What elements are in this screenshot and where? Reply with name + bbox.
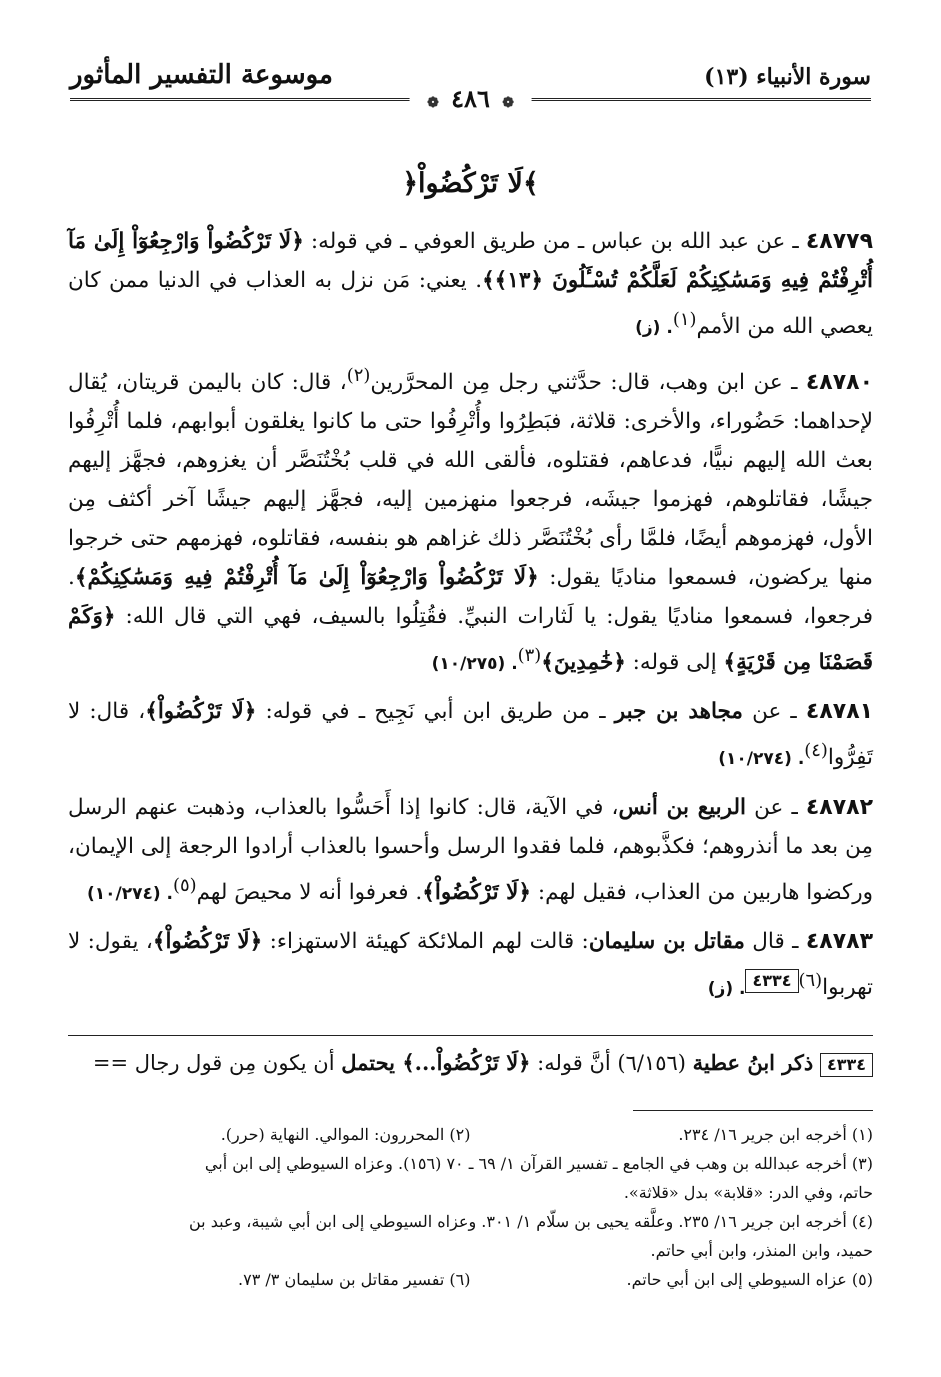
quran-quote: ﴿خَٰمِدِينَ﴾	[541, 650, 626, 676]
source-ref: . (١٠/٢٧٤)	[718, 749, 805, 770]
source-ref: . (١٠/٢٧٥)	[431, 654, 518, 675]
page-number-text: ٤٨٦	[451, 84, 490, 113]
quran-quote: ﴿لَا تَرْكُضُواْ وَارْجِعُوٓاْ إِلَىٰ مَآ أُتْرِفْتُمْ فِيهِ وَمَسَٰكِنِكُمْ لَعَلَّكُمْ تُسْـَٔلُونَ ﴿١٣﴾﴾	[68, 229, 874, 293]
ornament-icon: ❁	[502, 95, 514, 111]
entry-48780	[68, 356, 873, 684]
footnote-row	[68, 1265, 873, 1294]
page-number	[409, 84, 532, 113]
footnotes	[68, 1120, 873, 1294]
entry-text: ، قال: كان باليمن قريتان، يُقال لإحداهما: حَضُوراء، والأخرى: قلاثة، فبَطِرُوا وأُتْرِفُوا حتى ما كانوا يغلقون أبوابهم، فلما أُتْرِفُوا بعث الله إليهم نبيًّا، فدعاهم، فقتلوه، فألقى الله في قلب بُخْتُنَصَّر أن يغزوهم، فجهَّز إليهم جيشًا، فقاتلوهم، فهزموا جيشَه، فرجعوا منهزمين إليه، فجهَّز إليهم جيشًا آخر أكثف مِن الأول، فهزموهم أيضًا، فلمَّا رأى بُخْتُنَصَّر ذلك غزاهم هو بنفسه، فقاتلوه، فهزمهم حتى خرجوا منها يركضون، فسمعوا مناديًا يقول:	[68, 370, 874, 591]
quran-quote: ﴿لَا تَرْكُضُواْ﴾	[152, 928, 263, 954]
narrator-name: مقاتل بن سليمان	[588, 928, 745, 954]
commentary-number-box: ٤٣٣٤	[820, 1053, 873, 1077]
footnote-ref[interactable]: (٣)	[517, 645, 542, 667]
commentary-text: (٦/١٥٦) أنَّ قوله:	[530, 1051, 693, 1075]
entry-number: ٤٨٧٨٣	[805, 928, 874, 954]
entry-text: إلى قوله:	[625, 650, 724, 676]
commentary-note	[60, 1050, 873, 1077]
footnote-3-line1: (٣) أخرجه عبدالله بن وهب في الجامع ـ تفسير القرآن ١/ ٦٩ ـ ٧٠ (١٥٦). وعزاه السيوطي إلى ابن أبي	[204, 1154, 873, 1173]
entry-48783	[68, 922, 873, 1009]
footnote-ref[interactable]: (١)	[672, 309, 697, 330]
entry-48781	[68, 692, 873, 779]
footnote-ref[interactable]: (٦)	[798, 969, 823, 991]
section-title: ﴿لَا تَرْكُضُواْ﴾	[402, 168, 539, 199]
source-ref: . (ز)	[635, 318, 673, 339]
entry-text: ـ عن	[746, 794, 806, 820]
entry-number: ٤٨٧٨٢	[805, 794, 874, 820]
entry-text: . فرجعوا، فسمعوا مناديًا يقول: يا لَثارات النبيِّ. فقُتِلُوا بالسيف، فهي التي قال الله:	[68, 565, 873, 630]
entry-number: ٤٨٧٨٠	[805, 370, 873, 396]
page-header	[70, 52, 871, 112]
footnote-row	[68, 1120, 873, 1149]
entries-body	[68, 222, 873, 1017]
entry-text: ـ عن ابن وهب، قال: حدَّثني رجل مِن المحرَّرين	[370, 370, 806, 396]
source-ref: . (١٠/٢٧٤)	[86, 883, 173, 904]
footnote-divider	[633, 1110, 873, 1111]
footnote-ref[interactable]: (٥)	[173, 874, 197, 896]
source-ref: . (ز)	[707, 978, 746, 999]
footnote-ref[interactable]: (٢)	[346, 365, 371, 387]
footnote-ref[interactable]: (٤)	[804, 740, 828, 762]
commentary-author: ذكر ابنُ عطية	[692, 1050, 814, 1075]
quran-quote: ﴿لَا تَرْكُضُواْ﴾	[145, 699, 257, 725]
footnote-2: (٢) المحررون: الموالي. النهاية (حرر).	[220, 1125, 471, 1144]
quran-quote: ﴿لَا تَرْكُضُواْ وَارْجِعُوٓاْ إِلَىٰ مَآ أُتْرِفْتُمْ فِيهِ وَمَسَٰكِنِكُمْ﴾	[74, 565, 539, 591]
footnote-1: (١) أخرجه ابن جرير ١٦/ ٢٣٤.	[678, 1125, 873, 1144]
entry-text: ـ من طريق ابن أبي نَجِيح ـ في قوله:	[256, 699, 615, 725]
quran-quote: ﴿لَا تَرْكُضُواْ﴾	[422, 879, 531, 905]
entry-number: ٤٨٧٨١	[805, 699, 874, 725]
entry-text: ، قال: لا تَفِرُّوا	[68, 699, 873, 771]
footnote-5: (٥) عزاه السيوطي إلى ابن أبي حاتم.	[626, 1270, 873, 1289]
commentary-ref-box[interactable]: ٤٣٣٤	[745, 969, 798, 993]
commentary-divider	[68, 1035, 873, 1036]
entry-text: ، يقول: لا تهربوا	[68, 928, 873, 1000]
entry-number: ٤٨٧٧٩	[805, 229, 873, 254]
entry-text: ـ قال	[744, 928, 806, 954]
entry-text: . يعني: مَن نزل به العذاب في الدنيا ممن كان يعصي الله من الأمم	[68, 268, 873, 340]
surah-title: سورة الأنبياء (١٣)	[704, 64, 871, 90]
entry-text: ـ عن عبد الله بن عباس ـ من طريق العوفي ـ في قوله:	[303, 229, 806, 254]
entry-text: . فعرفوا أنه لا محيصَ لهم	[196, 879, 423, 905]
entry-text: ـ عن	[742, 699, 806, 725]
book-title: موسوعة التفسير المأثور	[70, 60, 333, 90]
footnote-6: (٦) تفسير مقاتل بن سليمان ٣/ ٧٣.	[238, 1270, 471, 1289]
quran-quote: ﴿وَكَمْ قَصَمْنَا مِن قَرْيَةٍ﴾	[68, 604, 873, 676]
footnote-4-line1: (٤) أخرجه ابن جرير ١٦/ ٢٣٥. وعلَّقه يحيى بن سلّام ١/ ٣٠١. وعزاه السيوطي إلى ابن أبي شيبة، وعبد بن	[188, 1212, 873, 1231]
entry-text: : قالت لهم الملائكة كهيئة الاستهزاء:	[262, 928, 589, 954]
narrator-name: مجاهد بن جبر	[614, 699, 743, 725]
ornament-icon: ❁	[427, 95, 439, 111]
entry-48779	[68, 222, 873, 348]
entry-text: ، في الآية، قال: كانوا إذا أَحَسُّوا بالعذاب، وذهبت عنهم الرسل مِن بعد ما أنذروهم؛ فكذَّبوهم، فلما فقدوا الرسل وأحسوا بالعذاب أرادوا الرجعة إلى الإيمان، وركضوا هاربين من العذاب، فقيل لهم:	[68, 794, 873, 905]
commentary-keyword: يحتمل	[341, 1050, 403, 1075]
entry-48782	[68, 788, 873, 914]
footnote-4-line2: حميد، وابن المنذر، وابن أبي حاتم.	[650, 1241, 873, 1260]
quran-quote: ﴿لَا تَرْكُضُواْ...﴾	[402, 1050, 531, 1075]
narrator-name: الربيع بن أنس	[618, 794, 747, 820]
footnote-3-line2: حاتم، وفي الدر: «قلابة» بدل «قلاثة».	[623, 1183, 873, 1202]
commentary-text: أن يكون مِن قول رجال ==	[92, 1051, 342, 1075]
